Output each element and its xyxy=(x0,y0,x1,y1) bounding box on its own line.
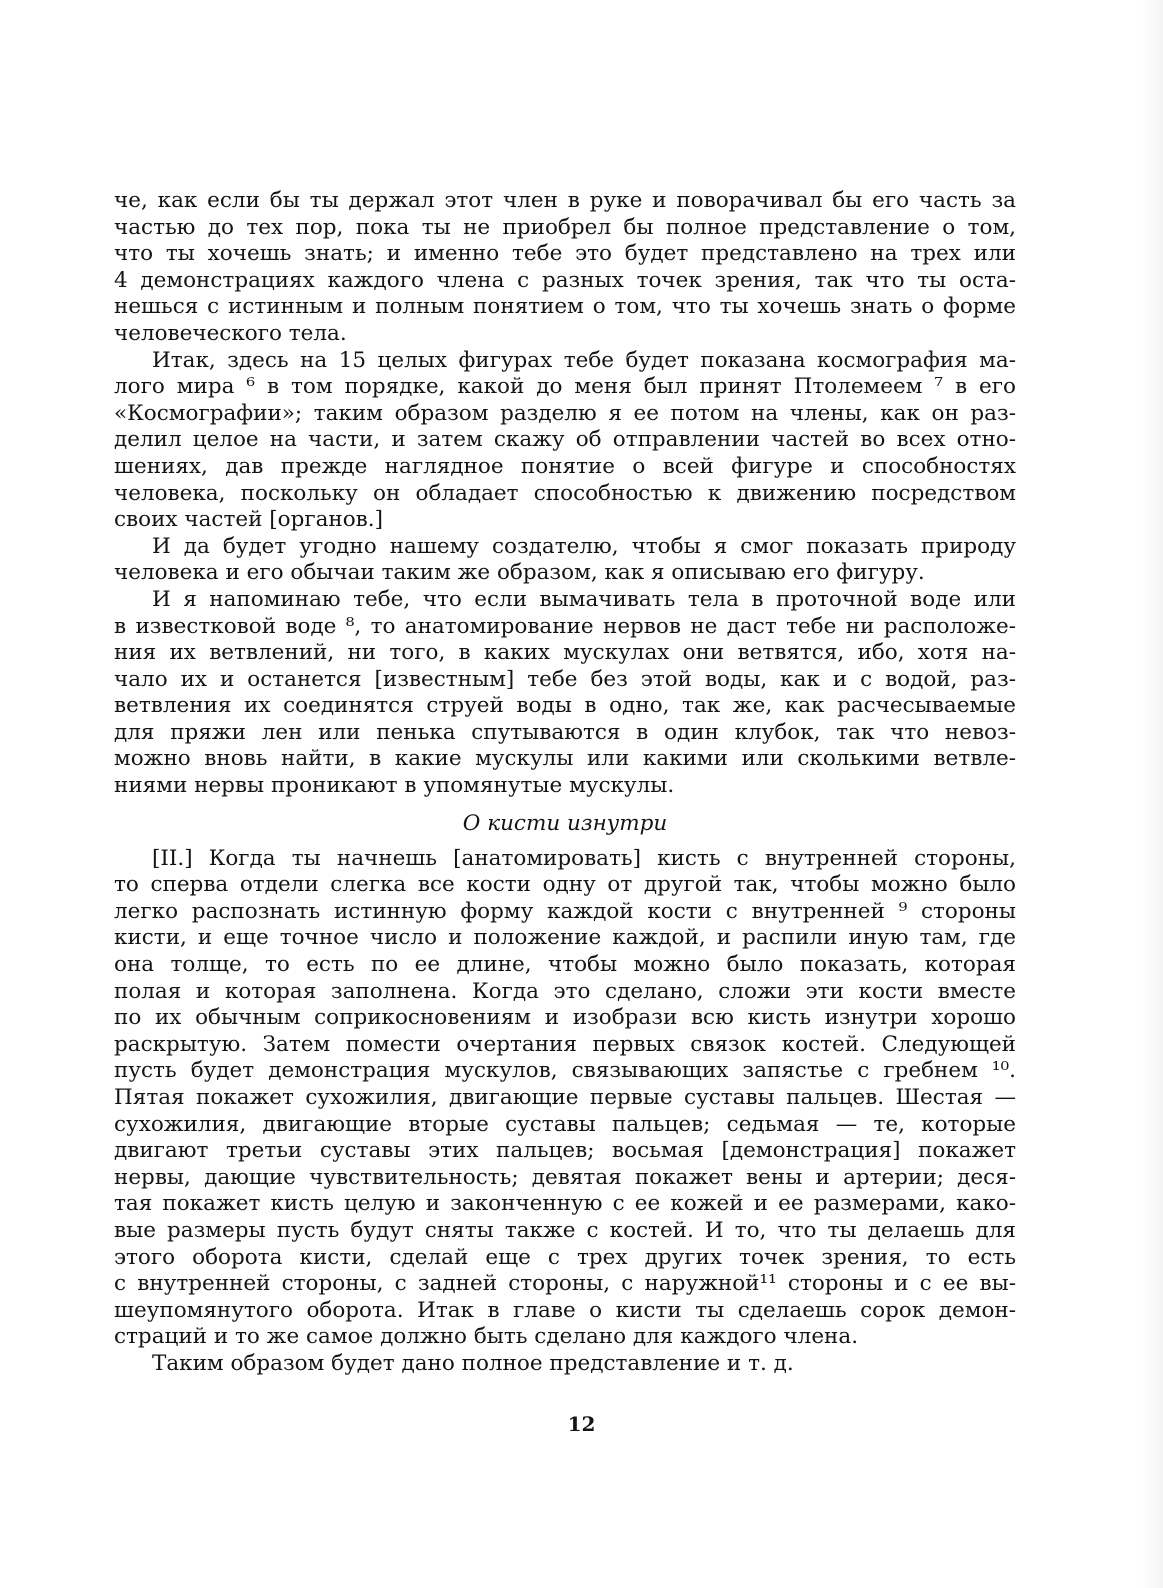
text-line: И да будет угодно нашему создателю, чтобы я смог показать природу xyxy=(152,533,1016,559)
text-line: И я напоминаю тебе, что если вымачивать тела в проточной воде или xyxy=(152,586,1016,612)
text-line: лого мира ⁶ в том порядке, какой до меня был принят Птолемеем ⁷ в его xyxy=(114,374,1016,400)
text-line: человеческого тела. xyxy=(114,320,347,346)
text-line: ния их ветвлений, ни того, в каких мускулах они ветвятся, ибо, хотя на- xyxy=(114,640,1016,666)
text-line: по их обычным соприкосновениям и изобрази всю кисть изнутри хорошо xyxy=(114,1005,1016,1031)
text-line: раскрытую. Затем помести очертания первых связок костей. Следующей xyxy=(114,1031,1016,1057)
text-line: легко распознать истинную форму каждой кости с внутренней ⁹ стороны xyxy=(114,898,1016,924)
text-line: она толще, то есть по ее длине, чтобы можно было показать, которая xyxy=(114,952,1016,978)
text-before-heading xyxy=(114,188,1016,800)
text-line: чало их и останется [известным] тебе без этой воды, как и с водой, раз- xyxy=(114,666,1016,692)
text-line: человека, поскольку он обладает способностью к движению посредством xyxy=(114,480,1016,506)
text-line: пусть будет демонстрация мускулов, связывающих запястье с гребнем ¹⁰. xyxy=(114,1058,1016,1084)
text-line: полая и которая заполнена. Когда это сделано, сложи эти кости вместе xyxy=(114,978,1016,1004)
text-line: с внутренней стороны, с задней стороны, с наружной¹¹ стороны и с ее вы- xyxy=(114,1271,1016,1297)
text-line: Пятая покажет сухожилия, двигающие первые суставы пальцев. Шестая — xyxy=(114,1085,1016,1110)
text-line: для пряжи лен или пенька спутываются в один клубок, так что невоз- xyxy=(114,719,1016,745)
page-edge-shading xyxy=(1141,0,1163,1588)
paragraph xyxy=(114,587,1016,800)
text-line: Итак, здесь на 15 целых фигурах тебе будет показана космография ма- xyxy=(152,347,1016,373)
text-line: шениях, дав прежде наглядное понятие о всей фигуре и способностях xyxy=(114,453,1016,479)
page-body xyxy=(114,188,1016,1378)
text-line: Таким образом будет дано полное представление и т. д. xyxy=(152,1350,794,1376)
section-heading: О кисти изнутри xyxy=(462,810,668,836)
text-line: ветвления их соединятся струей воды в одно, так же, как расчесываемые xyxy=(114,693,1016,719)
paragraph xyxy=(114,846,1016,1351)
text-line: вые размеры пусть будут сняты также с костей. И то, что ты делаешь для xyxy=(114,1217,1016,1243)
text-line: че, как если бы ты держал этот член в руке и поворачивал бы его часть за xyxy=(114,188,1016,213)
text-after-heading xyxy=(114,846,1016,1378)
text-line: «Космографии»; таким образом разделю я ее потом на члены, как он раз- xyxy=(114,400,1016,426)
text-line: частью до тех пор, пока ты не приобрел бы полное представление о том, xyxy=(114,214,1016,240)
text-line: шеупомянутого оборота. Итак в главе о кисти ты сделаешь сорок демон- xyxy=(114,1297,1016,1323)
text-line: [II.] Когда ты начнешь [анатомировать] кисть с внутренней стороны, xyxy=(152,845,1016,871)
text-line: в известковой воде ⁸, то анатомирование нервов не даст тебе ни расположе- xyxy=(114,613,1016,639)
page-number: 12 xyxy=(567,1412,596,1436)
text-line: кисти, и еще точное число и положение каждой, и распили иную там, где xyxy=(114,925,1016,951)
text-line: ниями нервы проникают в упомянутые мускулы. xyxy=(114,773,675,799)
paragraph xyxy=(114,348,1016,534)
text-line: нешься с истинным и полным понятием о том, что ты хочешь знать о форме xyxy=(114,294,1016,320)
text-line: двигают третьи суставы этих пальцев; восьмая [демонстрация] покажет xyxy=(114,1138,1016,1164)
text-line: тая покажет кисть целую и законченную с ее кожей и ее размерами, како- xyxy=(114,1191,1016,1217)
text-line: этого оборота кисти, сделай еще с трех других точек зрения, то есть xyxy=(114,1244,1016,1270)
text-line: что ты хочешь знать; и именно тебе это будет представлено на трех или xyxy=(114,241,1016,267)
text-line: сухожилия, двигающие вторые суставы пальцев; седьмая — те, которые xyxy=(114,1111,1016,1137)
text-line: делил целое на части, и затем скажу об отправлении частей во всех отно- xyxy=(114,427,1016,453)
text-line: то сперва отдели слегка все кости одну от другой так, чтобы можно было xyxy=(114,872,1016,898)
text-line: нервы, дающие чувствительность; девятая покажет вены и артерии; деся- xyxy=(114,1164,1016,1190)
text-line: можно вновь найти, в какие мускулы или какими или сколькими ветвле- xyxy=(114,746,1016,772)
text-line: своих частей [органов.] xyxy=(114,507,384,533)
paragraph xyxy=(114,534,1016,587)
paragraph xyxy=(114,188,1016,348)
paragraph xyxy=(114,1351,1016,1378)
text-line: человека и его обычаи таким же образом, как я описываю его фигуру. xyxy=(114,560,925,586)
text-line: 4 демонстрациях каждого члена с разных точек зрения, так что ты оста- xyxy=(114,267,1016,293)
text-line: страций и то же самое должно быть сделано для каждого члена. xyxy=(114,1324,859,1350)
